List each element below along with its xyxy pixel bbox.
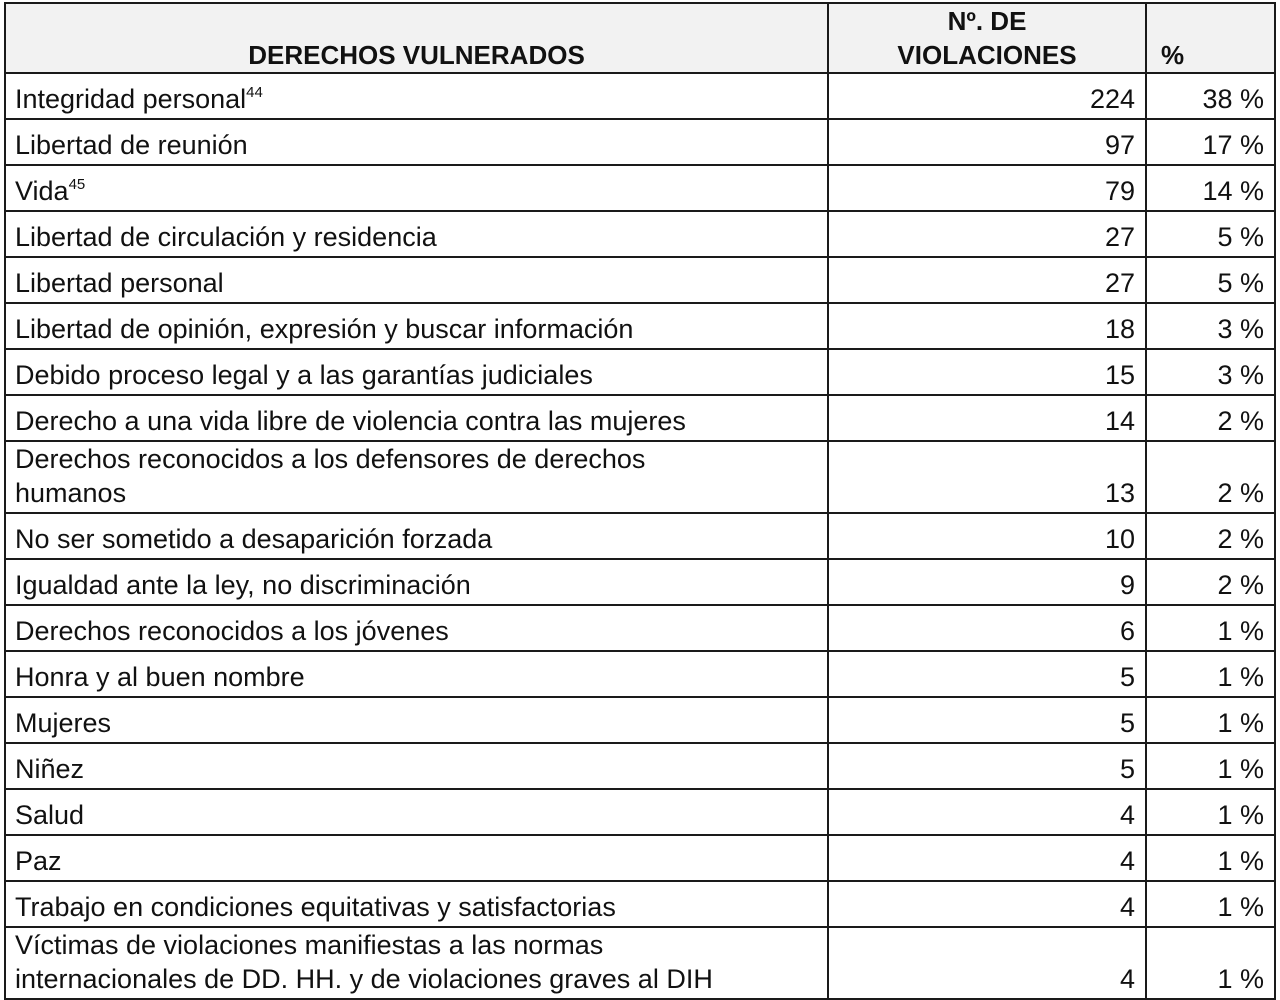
footnote-ref: 45 bbox=[68, 176, 86, 193]
row-label: Igualdad ante la ley, no discriminación bbox=[5, 559, 828, 605]
header-derechos-vulnerados: DERECHOS VULNERADOS bbox=[5, 3, 828, 73]
row-count: 224 bbox=[828, 73, 1146, 119]
row-count: 6 bbox=[828, 605, 1146, 651]
row-label: Debido proceso legal y a las garantías judiciales bbox=[5, 349, 828, 395]
row-label: Salud bbox=[5, 789, 828, 835]
row-percent: 1 % bbox=[1146, 651, 1275, 697]
row-label: Libertad de circulación y residencia bbox=[5, 211, 828, 257]
row-label: Paz bbox=[5, 835, 828, 881]
row-label bbox=[5, 165, 828, 211]
row-count: 4 bbox=[828, 927, 1146, 999]
table-row bbox=[5, 303, 1275, 349]
table-row bbox=[5, 349, 1275, 395]
table-row bbox=[5, 789, 1275, 835]
row-percent: 2 % bbox=[1146, 395, 1275, 441]
row-count: 14 bbox=[828, 395, 1146, 441]
row-percent: 1 % bbox=[1146, 881, 1275, 927]
row-label: Libertad de reunión bbox=[5, 119, 828, 165]
row-percent: 1 % bbox=[1146, 605, 1275, 651]
row-count: 27 bbox=[828, 257, 1146, 303]
row-label: Niñez bbox=[5, 743, 828, 789]
row-label: Libertad personal bbox=[5, 257, 828, 303]
table-row bbox=[5, 257, 1275, 303]
table-row bbox=[5, 513, 1275, 559]
row-label: Mujeres bbox=[5, 697, 828, 743]
table-header-row bbox=[5, 3, 1275, 73]
table-row bbox=[5, 395, 1275, 441]
row-label bbox=[5, 73, 828, 119]
row-percent: 2 % bbox=[1146, 513, 1275, 559]
row-label: Derechos reconocidos a los jóvenes bbox=[5, 605, 828, 651]
row-percent: 2 % bbox=[1146, 559, 1275, 605]
row-count: 79 bbox=[828, 165, 1146, 211]
table-row bbox=[5, 119, 1275, 165]
row-count: 27 bbox=[828, 211, 1146, 257]
row-count: 4 bbox=[828, 789, 1146, 835]
header-num-line2: VIOLACIONES bbox=[897, 40, 1077, 70]
table-row bbox=[5, 927, 1275, 999]
table-row bbox=[5, 559, 1275, 605]
row-count: 4 bbox=[828, 881, 1146, 927]
row-percent: 1 % bbox=[1146, 743, 1275, 789]
row-count: 15 bbox=[828, 349, 1146, 395]
row-label-line2: humanos bbox=[15, 478, 127, 508]
table-row bbox=[5, 211, 1275, 257]
table-row bbox=[5, 165, 1275, 211]
row-label bbox=[5, 441, 828, 513]
row-label: Derecho a una vida libre de violencia contra las mujeres bbox=[5, 395, 828, 441]
table-row bbox=[5, 605, 1275, 651]
table-row bbox=[5, 743, 1275, 789]
row-label: Honra y al buen nombre bbox=[5, 651, 828, 697]
row-count: 10 bbox=[828, 513, 1146, 559]
row-percent: 3 % bbox=[1146, 303, 1275, 349]
row-percent: 1 % bbox=[1146, 835, 1275, 881]
row-label: Trabajo en condiciones equitativas y satisfactorias bbox=[5, 881, 828, 927]
row-percent: 1 % bbox=[1146, 927, 1275, 999]
table-row bbox=[5, 651, 1275, 697]
header-percent: % bbox=[1146, 3, 1275, 73]
table-row bbox=[5, 697, 1275, 743]
row-percent: 38 % bbox=[1146, 73, 1275, 119]
row-percent: 5 % bbox=[1146, 257, 1275, 303]
table-row bbox=[5, 881, 1275, 927]
footnote-ref: 44 bbox=[246, 84, 263, 101]
row-percent: 14 % bbox=[1146, 165, 1275, 211]
row-count: 5 bbox=[828, 743, 1146, 789]
violations-table bbox=[4, 2, 1276, 1000]
row-label bbox=[5, 927, 828, 999]
row-count: 13 bbox=[828, 441, 1146, 513]
row-label-line2: internacionales de DD. HH. y de violaciones graves al DIH bbox=[15, 964, 713, 994]
row-count: 5 bbox=[828, 697, 1146, 743]
row-label-line1: Víctimas de violaciones manifiestas a las normas bbox=[15, 930, 604, 960]
table-row bbox=[5, 73, 1275, 119]
header-num-line1: Nº. DE bbox=[947, 6, 1027, 36]
row-percent: 5 % bbox=[1146, 211, 1275, 257]
header-numero-violaciones bbox=[828, 3, 1146, 73]
row-count: 9 bbox=[828, 559, 1146, 605]
row-label-text: Vida bbox=[15, 176, 69, 206]
row-percent: 17 % bbox=[1146, 119, 1275, 165]
row-count: 18 bbox=[828, 303, 1146, 349]
row-label: No ser sometido a desaparición forzada bbox=[5, 513, 828, 559]
row-count: 97 bbox=[828, 119, 1146, 165]
row-count: 5 bbox=[828, 651, 1146, 697]
table-row bbox=[5, 441, 1275, 513]
row-label-line1: Derechos reconocidos a los defensores de derechos bbox=[15, 444, 646, 474]
row-label: Libertad de opinión, expresión y buscar información bbox=[5, 303, 828, 349]
row-label-text: Integridad personal bbox=[15, 84, 247, 114]
table-row bbox=[5, 835, 1275, 881]
row-percent: 1 % bbox=[1146, 789, 1275, 835]
row-percent: 2 % bbox=[1146, 441, 1275, 513]
row-count: 4 bbox=[828, 835, 1146, 881]
row-percent: 1 % bbox=[1146, 697, 1275, 743]
row-percent: 3 % bbox=[1146, 349, 1275, 395]
